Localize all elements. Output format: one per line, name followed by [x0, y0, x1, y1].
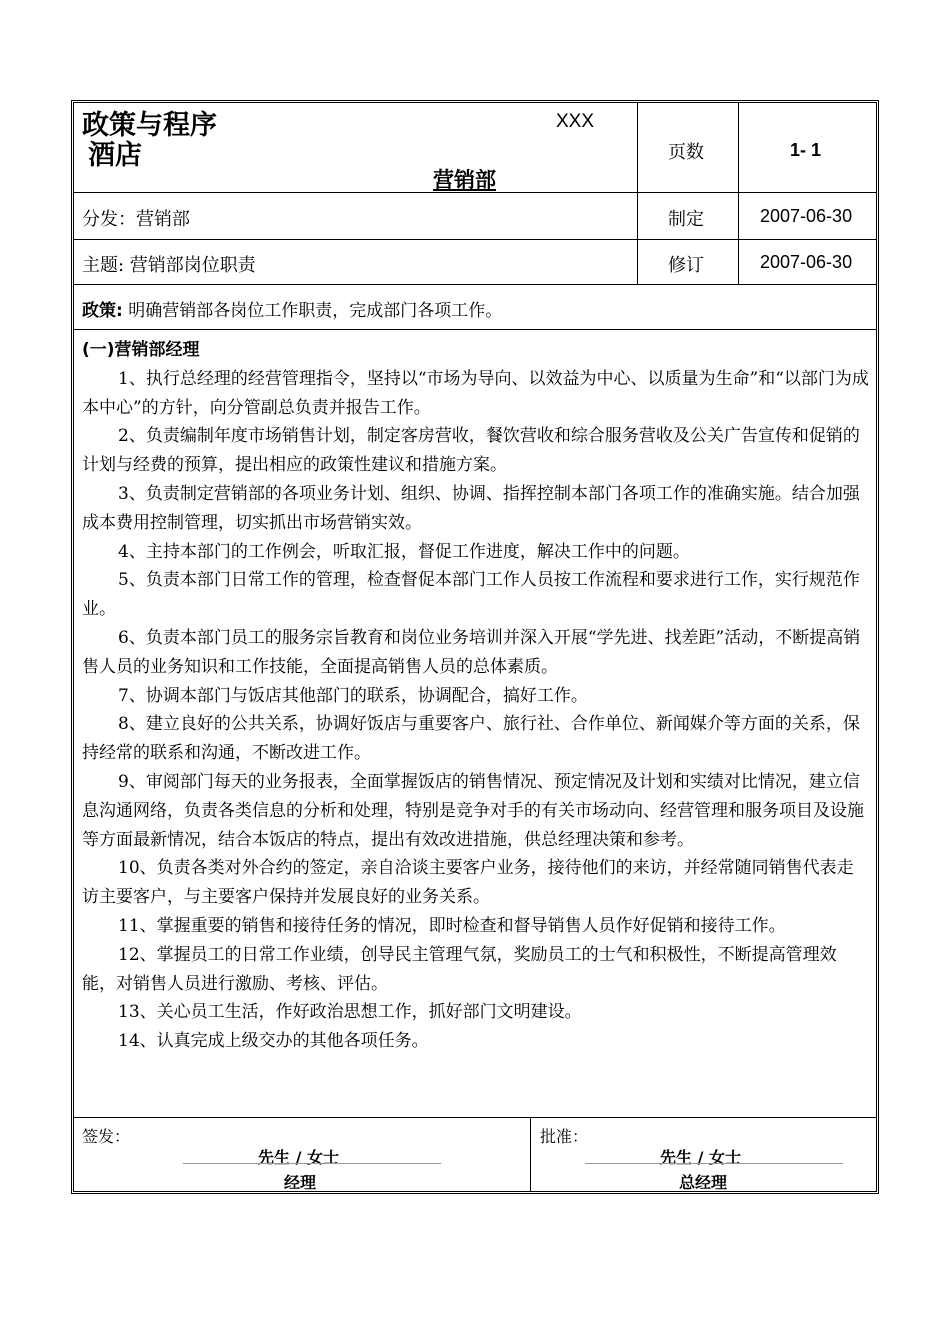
policy-line [82, 296, 502, 321]
made-date: 2007-06-30 [760, 206, 853, 226]
revised-date: 2007-06-30 [760, 252, 853, 272]
approved-label: 批准： [540, 1127, 589, 1146]
header-divider [637, 103, 638, 284]
duty-item: 2、负责编制年度市场销售计划，制定客房营收，餐饮营收和综合服务营收及公关广告宣传和促销的计划与经费的预算，提出相应的政策性建议和措施方案。 [82, 426, 860, 476]
row-divider [73, 329, 877, 330]
duties-section [82, 336, 870, 1056]
duty-item: 3、负责制定营销部的各项业务计划、组织、协调、指挥控制本部门各项工作的准确实施。结合加强成本费用控制管理，切实抓出市场营销实效。 [82, 483, 860, 533]
row-divider [73, 192, 877, 193]
duty-item: 11、掌握重要的销售和接待任务的情况，即时检查和督导销售人员作好促销和接待工作。 [118, 915, 786, 936]
approved-title: 总经理 [679, 1173, 728, 1192]
issued-signature-line [183, 1163, 441, 1164]
pages-value: 1- 1 [790, 140, 822, 160]
policy-text: 明确营销部各岗位工作职责，完成部门各项工作。 [128, 301, 503, 321]
section-heading: (一)营销部经理 [82, 340, 200, 360]
hotel-name: 酒店 [88, 140, 142, 171]
policy-label: 政策: [82, 301, 123, 321]
signature-divider [73, 1117, 877, 1118]
pages-label: 页数 [668, 142, 704, 163]
duty-item: 6、负责本部门员工的服务宗旨教育和岗位业务培训并深入开展“学先进、找差距”活动，不断提高销售人员的业务知识和工作技能，全面提高销售人员的总体素质。 [82, 627, 861, 677]
made-label: 制定 [668, 209, 704, 230]
signature-column-divider [530, 1117, 531, 1192]
doc-title: 政策与程序 [82, 110, 217, 141]
duty-item: 13、关心员工生活，作好政治思想工作，抓好部门文明建设。 [118, 1002, 582, 1023]
row-divider [73, 239, 877, 240]
duty-item: 10、负责各类对外合约的签定，亲自洽谈主要客户业务，接待他们的来访，并经常随同销售代表走访主要客户，与主要客户保持并发展良好的业务关系。 [82, 858, 854, 908]
revised-label: 修订 [668, 255, 704, 276]
issued-title: 经理 [284, 1173, 317, 1192]
duty-item: 5、负责本部门日常工作的管理，检查督促本部门工作人员按工作流程和要求进行工作，实行规范作业。 [82, 570, 860, 620]
duty-item: 4、主持本部门的工作例会，听取汇报，督促工作进度，解决工作中的问题。 [118, 541, 690, 562]
duty-item: 7、协调本部门与饭店其他部门的联系，协调配合，搞好工作。 [118, 685, 588, 706]
duty-item: 12、掌握员工的日常工作业绩，创导民主管理气氛，奖励员工的士气和积极性，不断提高管理效能，对销售人员进行激励、考核、评估。 [82, 944, 837, 994]
duty-item: 14、认真完成上级交办的其他各项任务。 [118, 1031, 429, 1052]
subject: 主题: 营销部岗位职责 [82, 255, 256, 276]
hotel-placeholder: XXX [556, 111, 595, 132]
distribution: 分发：营销部 [82, 209, 190, 230]
issued-label: 签发： [82, 1127, 131, 1146]
issued-name: 先生 / 女士 [258, 1148, 339, 1167]
duty-item: 8、建立良好的公共关系，协调好饭店与重要客户、旅行社、合作单位、新闻媒介等方面的关系，保持经常的联系和沟通，不断改进工作。 [82, 714, 860, 764]
header-divider [738, 103, 739, 284]
row-divider [73, 284, 877, 285]
duty-item: 1、执行总经理的经营管理指令，坚持以“市场为导向、以效益为中心、以质量为生命”和“以部门为成本中心”的方针，向分管副总负责并报告工作。 [82, 368, 869, 418]
department-title: 营销部 [433, 168, 496, 192]
approved-signature-line [585, 1163, 843, 1164]
duty-item: 9、审阅部门每天的业务报表，全面掌握饭店的销售情况、预定情况及计划和实绩对比情况，建立信息沟通网络，负责各类信息的分析和处理，特别是竞争对手的有关市场动向、经营管理和服务项目及设施等方面最新情况，结合本饭店的特点，提出有效改进措施，供总经理决策和参考。 [82, 771, 864, 850]
approved-name: 先生 / 女士 [660, 1148, 741, 1167]
